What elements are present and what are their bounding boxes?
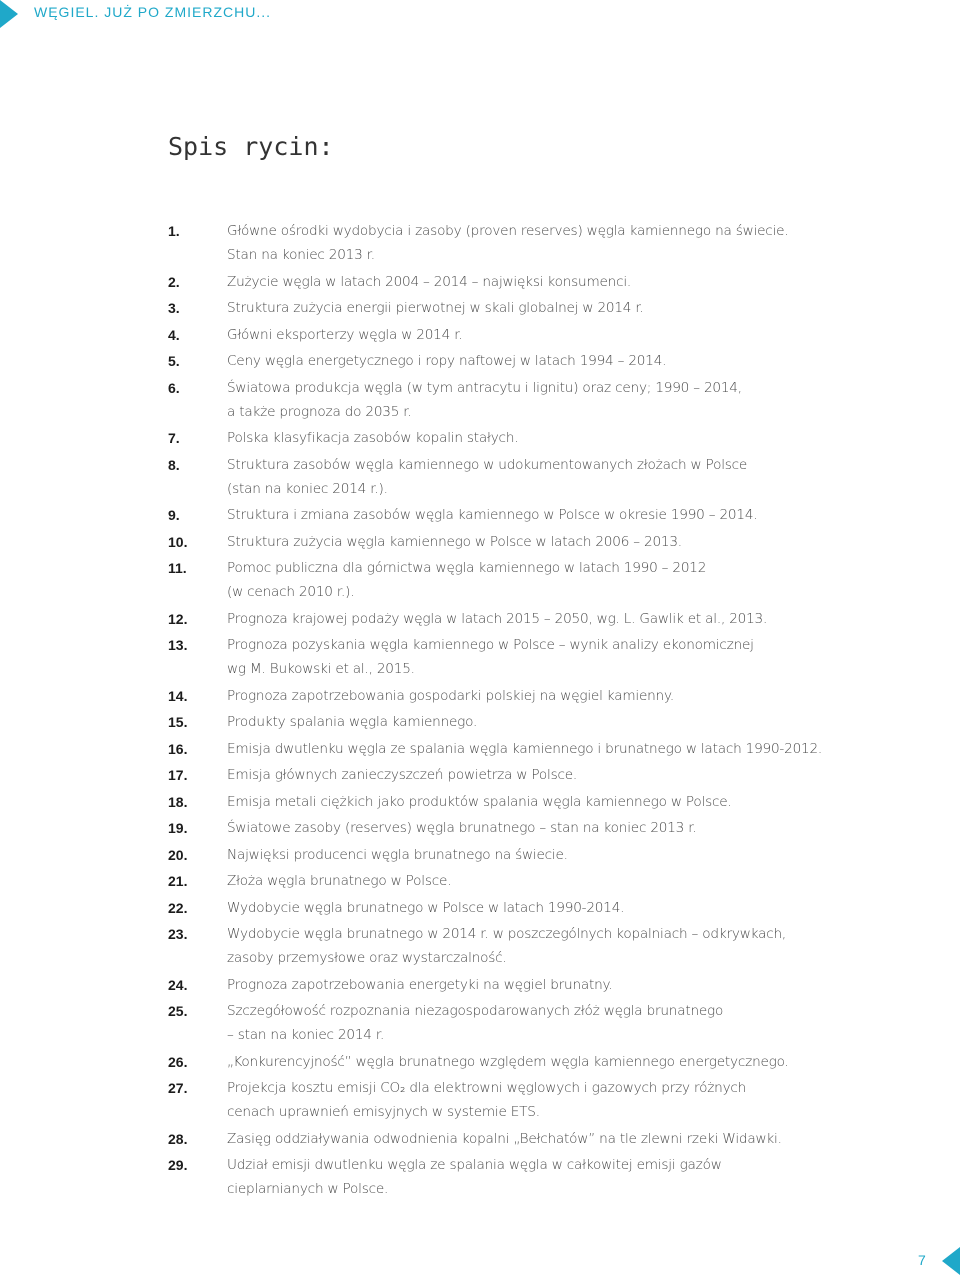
- page-title: Spis rycin:: [168, 132, 334, 161]
- item-number: 5.: [168, 353, 180, 369]
- item-title-line: Struktura i zmiana zasobów węgla kamiennego w Polsce w okresie 1990 – 2014.: [227, 507, 758, 523]
- item-number: 17.: [168, 767, 188, 783]
- item-title: [227, 349, 808, 373]
- item-title-line: Złoża węgla brunatnego w Polsce.: [227, 873, 452, 889]
- item-title: [227, 530, 808, 554]
- item-title: [227, 607, 808, 631]
- list-item: [168, 896, 808, 920]
- item-title-line: Najwięksi producenci węgla brunatnego na świecie.: [227, 846, 568, 863]
- item-number: 4.: [168, 326, 180, 343]
- item-number: 10.: [168, 533, 188, 550]
- list-item: [168, 999, 808, 1047]
- list-item: [168, 737, 823, 761]
- item-number: 25.: [168, 1003, 188, 1019]
- item-title: [227, 790, 808, 814]
- list-item: [168, 710, 808, 734]
- item-number: 3.: [168, 300, 180, 316]
- item-title-line: „Konkurencyjność” węgla brunatnego względem węgla kamiennego energetycznego.: [227, 1053, 789, 1070]
- item-number: 8.: [168, 456, 180, 473]
- page-number: 7: [918, 1252, 926, 1268]
- item-title-line: Udział emisji dwutlenku węgla ze spalania węgla w całkowitej emisji gazów: [227, 1157, 722, 1173]
- item-number: 24.: [168, 976, 188, 993]
- item-number: 19.: [168, 820, 188, 836]
- list-item: [168, 376, 808, 424]
- item-title: [227, 1076, 808, 1124]
- list-item: [168, 530, 808, 554]
- item-title-line: a także prognoza do 2035 r.: [227, 403, 412, 420]
- list-item: [168, 973, 808, 997]
- item-number: 11.: [168, 560, 187, 576]
- item-number: 29.: [168, 1157, 188, 1173]
- list-item: [168, 503, 808, 527]
- item-title-line: Wydobycie węgla brunatnego w Polsce w latach 1990-2014.: [227, 899, 625, 916]
- item-number: 13.: [168, 637, 188, 653]
- item-title-line: Prognoza zapotrzebowania gospodarki polskiej na węgiel kamienny.: [227, 687, 674, 704]
- list-item: [168, 349, 808, 373]
- list-item: [168, 1127, 808, 1151]
- item-title: [227, 1050, 808, 1074]
- item-number: 22.: [168, 899, 188, 916]
- list-item: [168, 426, 808, 450]
- item-title: [227, 270, 808, 294]
- item-title-line: Światowe zasoby (reserves) węgla brunatnego – stan na koniec 2013 r.: [227, 820, 697, 836]
- item-number: 2.: [168, 273, 180, 290]
- item-title: [227, 973, 808, 997]
- item-title-line: cieplarnianych w Polsce.: [227, 1181, 389, 1197]
- item-title-line: Polska klasyfikacja zasobów kopalin stałych.: [227, 430, 519, 446]
- item-title-line: Projekcja kosztu emisji CO₂ dla elektrowni węglowych i gazowych przy różnych: [227, 1080, 747, 1096]
- item-title-line: Struktura zasobów węgla kamiennego w udokumentowanych złożach w Polsce: [227, 456, 748, 473]
- item-title-line: Światowa produkcja węgla (w tym antracytu i lignitu) oraz ceny; 1990 – 2014,: [227, 379, 742, 396]
- list-item: [168, 323, 808, 347]
- header-arrow-icon: [0, 0, 18, 28]
- list-item: [168, 843, 808, 867]
- item-title-line: Struktura zużycia energii pierwotnej w skali globalnej w 2014 r.: [227, 300, 644, 316]
- item-title-line: zasoby przemysłowe oraz wystarczalność.: [227, 950, 507, 966]
- item-title-line: Zasięg oddziaływania odwodnienia kopalni „Bełchatów” na tle zlewni rzeki Widawki.: [227, 1130, 782, 1147]
- list-item: [168, 453, 808, 501]
- item-title-line: – stan na koniec 2014 r.: [227, 1027, 385, 1043]
- item-title-line: Główne ośrodki wydobycia i zasoby (proven reserves) węgla kamiennego na świecie.: [227, 223, 789, 239]
- item-title: [227, 710, 808, 734]
- item-number: 7.: [168, 430, 180, 446]
- item-title-line: wg M. Bukowski et al., 2015.: [227, 661, 415, 677]
- item-number: 12.: [168, 610, 188, 627]
- item-number: 1.: [168, 223, 180, 239]
- item-title-line: Główni eksporterzy węgla w 2014 r.: [227, 326, 463, 343]
- item-title: [227, 896, 808, 920]
- item-title-line: Wydobycie węgla brunatnego w 2014 r. w poszczególnych kopalniach – odkrywkach,: [227, 926, 787, 942]
- item-title: [227, 763, 808, 787]
- item-title: [227, 684, 808, 708]
- list-item: [168, 684, 808, 708]
- item-title-line: Szczegółowość rozpoznania niezagospodarowanych złóż węgla brunatnego: [227, 1003, 724, 1019]
- item-title: [227, 1127, 808, 1151]
- item-title-line: Ceny węgla energetycznego i ropy naftowej w latach 1994 – 2014.: [227, 353, 667, 369]
- item-title-line: (stan na koniec 2014 r.).: [227, 480, 388, 497]
- item-title: [227, 219, 808, 267]
- item-title-line: Pomoc publiczna dla górnictwa węgla kamiennego w latach 1990 – 2012: [227, 560, 707, 576]
- corner-arrow-icon: [942, 1247, 960, 1275]
- item-title: [227, 426, 808, 450]
- item-number: 6.: [168, 379, 180, 396]
- list-item: [168, 296, 808, 320]
- item-title: [227, 453, 808, 501]
- item-title: [227, 737, 822, 761]
- list-item: [168, 1076, 808, 1124]
- item-title: [227, 323, 808, 347]
- item-title-line: Emisja głównych zanieczyszczeń powietrza w Polsce.: [227, 767, 578, 783]
- item-title-line: (w cenach 2010 r.).: [227, 584, 355, 600]
- item-title: [227, 503, 808, 527]
- item-title-line: Zużycie węgla w latach 2004 – 2014 – najwięksi konsumenci.: [227, 273, 632, 290]
- item-title: [227, 869, 808, 893]
- item-title: [227, 816, 808, 840]
- item-title-line: Emisja metali ciężkich jako produktów spalania węgla kamiennego w Polsce.: [227, 793, 732, 810]
- list-item: [168, 556, 808, 604]
- item-number: 23.: [168, 926, 188, 942]
- item-title: [227, 296, 808, 320]
- list-item: [168, 869, 808, 893]
- item-number: 27.: [168, 1080, 188, 1096]
- item-title-line: Emisja dwutlenku węgla ze spalania węgla kamiennego i brunatnego w latach 1990-2012.: [227, 740, 823, 757]
- item-title: [227, 843, 808, 867]
- list-item: [168, 922, 808, 970]
- list-item: [168, 790, 808, 814]
- item-title-line: Prognoza krajowej podaży węgla w latach 2015 – 2050, wg. L. Gawlik et al., 2013.: [227, 610, 768, 627]
- item-number: 16.: [168, 740, 188, 757]
- item-title: [227, 556, 808, 604]
- running-header: WĘGIEL. JUŻ PO ZMIERZCHU...: [34, 4, 272, 20]
- list-item: [168, 270, 808, 294]
- item-title: [227, 999, 808, 1047]
- list-item: [168, 607, 808, 631]
- item-number: 26.: [168, 1053, 188, 1070]
- item-title: [227, 1153, 808, 1201]
- item-title-line: cenach uprawnień emisyjnych w systemie ETS.: [227, 1104, 540, 1120]
- item-number: 14.: [168, 687, 188, 704]
- item-title-line: Stan na koniec 2013 r.: [227, 247, 375, 263]
- item-number: 9.: [168, 507, 180, 523]
- list-item: [168, 219, 808, 267]
- item-title-line: Prognoza zapotrzebowania energetyki na węgiel brunatny.: [227, 976, 613, 993]
- list-item: [168, 1050, 808, 1074]
- item-number: 20.: [168, 846, 188, 863]
- item-number: 28.: [168, 1130, 188, 1147]
- item-number: 15.: [168, 714, 188, 730]
- item-title: [227, 376, 808, 424]
- item-title-line: Prognoza pozyskania węgla kamiennego w Polsce – wynik analizy ekonomicznej: [227, 637, 754, 653]
- item-title-line: Struktura zużycia węgla kamiennego w Polsce w latach 2006 – 2013.: [227, 533, 682, 550]
- item-title-line: Produkty spalania węgla kamiennego.: [227, 714, 478, 730]
- item-number: 18.: [168, 793, 188, 810]
- item-title: [227, 633, 808, 681]
- figure-list: [168, 219, 823, 1204]
- item-number: 21.: [168, 873, 188, 889]
- list-item: [168, 816, 808, 840]
- list-item: [168, 1153, 808, 1201]
- list-item: [168, 763, 808, 787]
- item-title: [227, 922, 808, 970]
- list-item: [168, 633, 808, 681]
